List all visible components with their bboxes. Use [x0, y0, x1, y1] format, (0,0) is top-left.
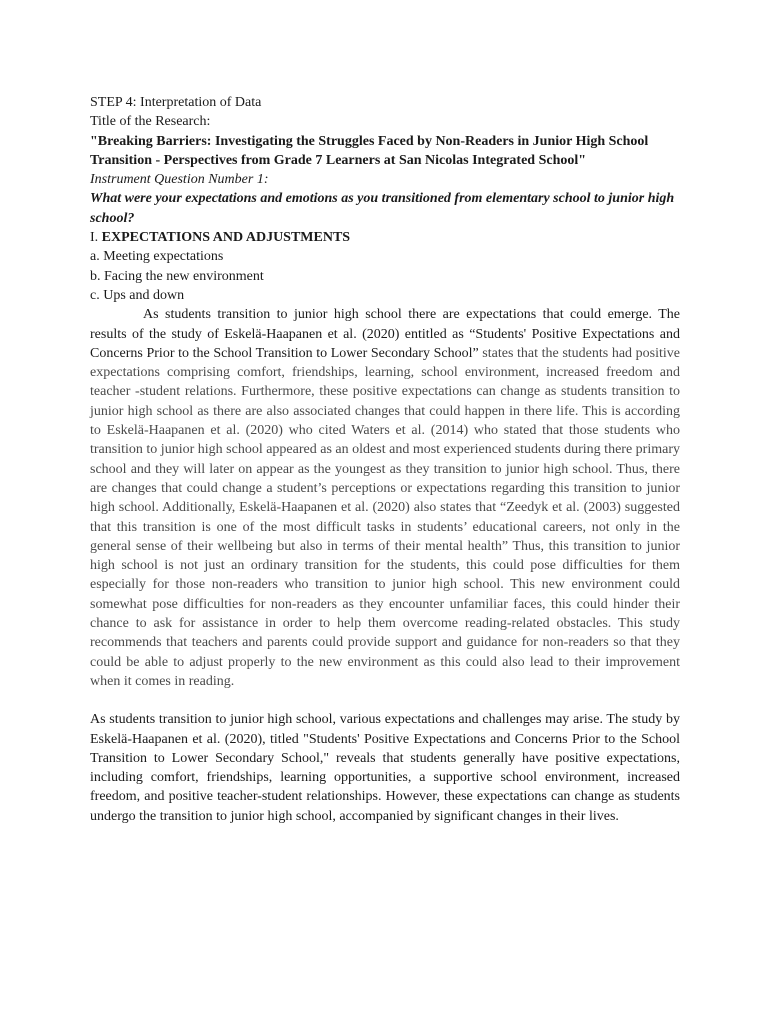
paragraph-1-rest: states that the students had positive expectations comprising comfort, friendships, learning, school environment, increased freedom and teacher -student relations. Furthermore, these positive expectations can change as students transition to junior high school as there are also associated changes that could happen in there life. This is according to Eskelä-Haapanen et al. (2020) who cited Waters et al. (2014) who stated that those students who transition to junior high school appeared as an oldest and most experienced students during there primary school and they will later on appear as the youngest as they transition to junior high school. Thus, there are changes that could change a student’s perceptions or expectations regarding this transition to junior high school. Additionally, Eskelä-Haapanen et al. (2020) also states that “Zeedyk et al. (2003) suggested that this transition is one of the most difficult tasks in students’ educational careers, not only in the general sense of their wellbeing but also in terms of their mental health” Thus, this transition to junior high school is not just an ordinary transition for the students, this could pose difficulties for them especially for those non-readers who transition to junior high school. This new environment could somewhat pose difficulties for non-readers as they encounter unfamiliar faces, this could hinder their chance to ask for assistance in order to help them overcome reading-related obstacles. This study recommends that teachers and parents could provide support and guidance for non-readers so that they could be able to adjust properly to the new environment as this could also lead to their improvement when it comes in reading. [90, 345, 680, 689]
list-item-b: b. Facing the new environment [90, 268, 264, 284]
list-item-a: a. Meeting expectations [90, 249, 224, 265]
list-item-c: c. Ups and down [90, 287, 185, 303]
body-paragraph-2: As students transition to junior high school, various expectations and challenges may arise. The study by Eskelä-Haapanen et al. (2020), titled "Students' Positive Expectations and Concerns Prior to the School Transition to Lower Secondary School," reveals that students generally have positive expectations, including comfort, friendships, learning opportunities, a supportive school environment, increased freedom, and positive teacher-student relationships. However, these expectations can change as students undergo the transition to junior high school, accompanied by significant changes in their lives. [90, 712, 680, 824]
instrument-label: Instrument Question Number 1: [90, 172, 269, 188]
research-title: "Breaking Barriers: Investigating the Struggles Faced by Non-Readers in Junior High School Transition - Perspectives from Grade 7 Learners at San Nicolas Integrated School" [90, 133, 649, 168]
instrument-question: What were your expectations and emotions as you transitioned from elementary school to junior high school? [90, 191, 675, 226]
paragraph-1-lead: As students transition to junior high school there are expectations that could emerge. The results of the study of Eskelä-Haapanen et al. (2020) entitled as “Students' Positive Expectations and Concerns Prior to the School Transition to Lower Secondary School” [90, 307, 680, 361]
title-label: Title of the Research: [90, 114, 211, 130]
document-page [90, 93, 680, 826]
body-paragraph-1 [90, 305, 680, 691]
section-title: EXPECTATIONS AND ADJUSTMENTS [101, 230, 351, 246]
step-heading: STEP 4: Interpretation of Data [90, 95, 262, 110]
section-heading [90, 228, 680, 247]
section-numeral: I. [90, 230, 102, 246]
